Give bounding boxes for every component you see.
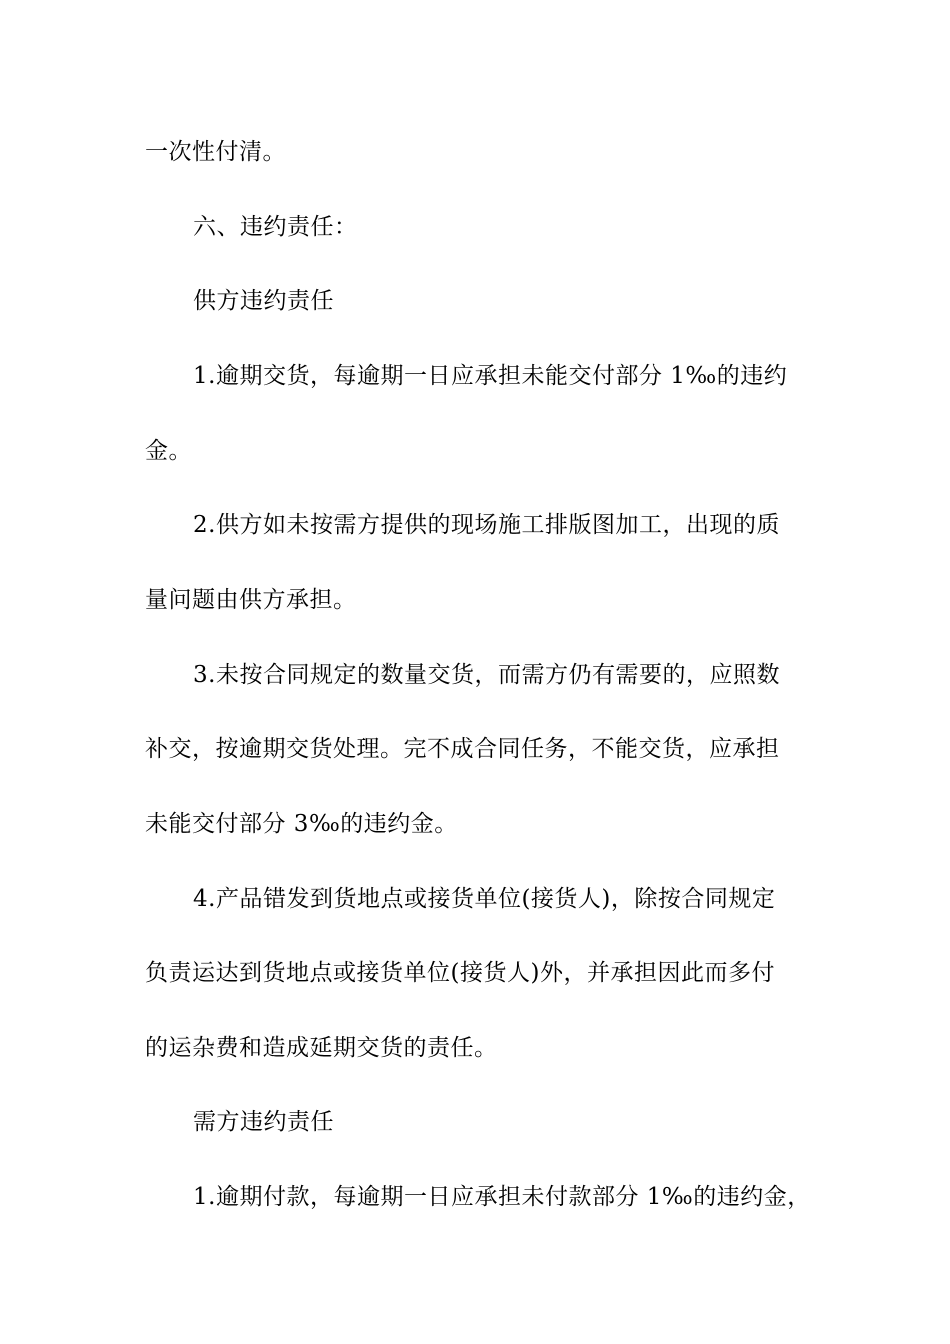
text-line: 3.未按合同规定的数量交货，而需方仍有需要的，应照数 — [193, 662, 780, 688]
text-line: 1.逾期付款，每逾期一日应承担未付款部分 1‰的违约金， — [193, 1184, 811, 1210]
text-line: 1.逾期交货，每逾期一日应承担未能交付部分 1‰的违约 — [193, 363, 788, 389]
text-line: 一次性付清。 — [145, 139, 286, 165]
text-line: 未能交付部分 3‰的违约金。 — [145, 811, 458, 837]
text-line: 金。 — [145, 438, 192, 464]
text-line: 量问题由供方承担。 — [145, 587, 357, 613]
subsection-heading: 供方违约责任 — [193, 288, 334, 314]
text-line: 2.供方如未按需方提供的现场施工排版图加工，出现的质 — [193, 512, 780, 538]
text-line: 的运杂费和造成延期交货的责任。 — [145, 1035, 498, 1061]
text-line: 4.产品错发到货地点或接货单位(接货人)，除按合同规定 — [193, 886, 776, 912]
section-heading: 六、违约责任： — [193, 214, 358, 240]
text-line: 补交，按逾期交货处理。完不成合同任务，不能交货，应承担 — [145, 736, 780, 762]
text-line: 负责运达到货地点或接货单位(接货人)外，并承担因此而多付 — [145, 960, 775, 986]
subsection-heading: 需方违约责任 — [193, 1109, 334, 1135]
